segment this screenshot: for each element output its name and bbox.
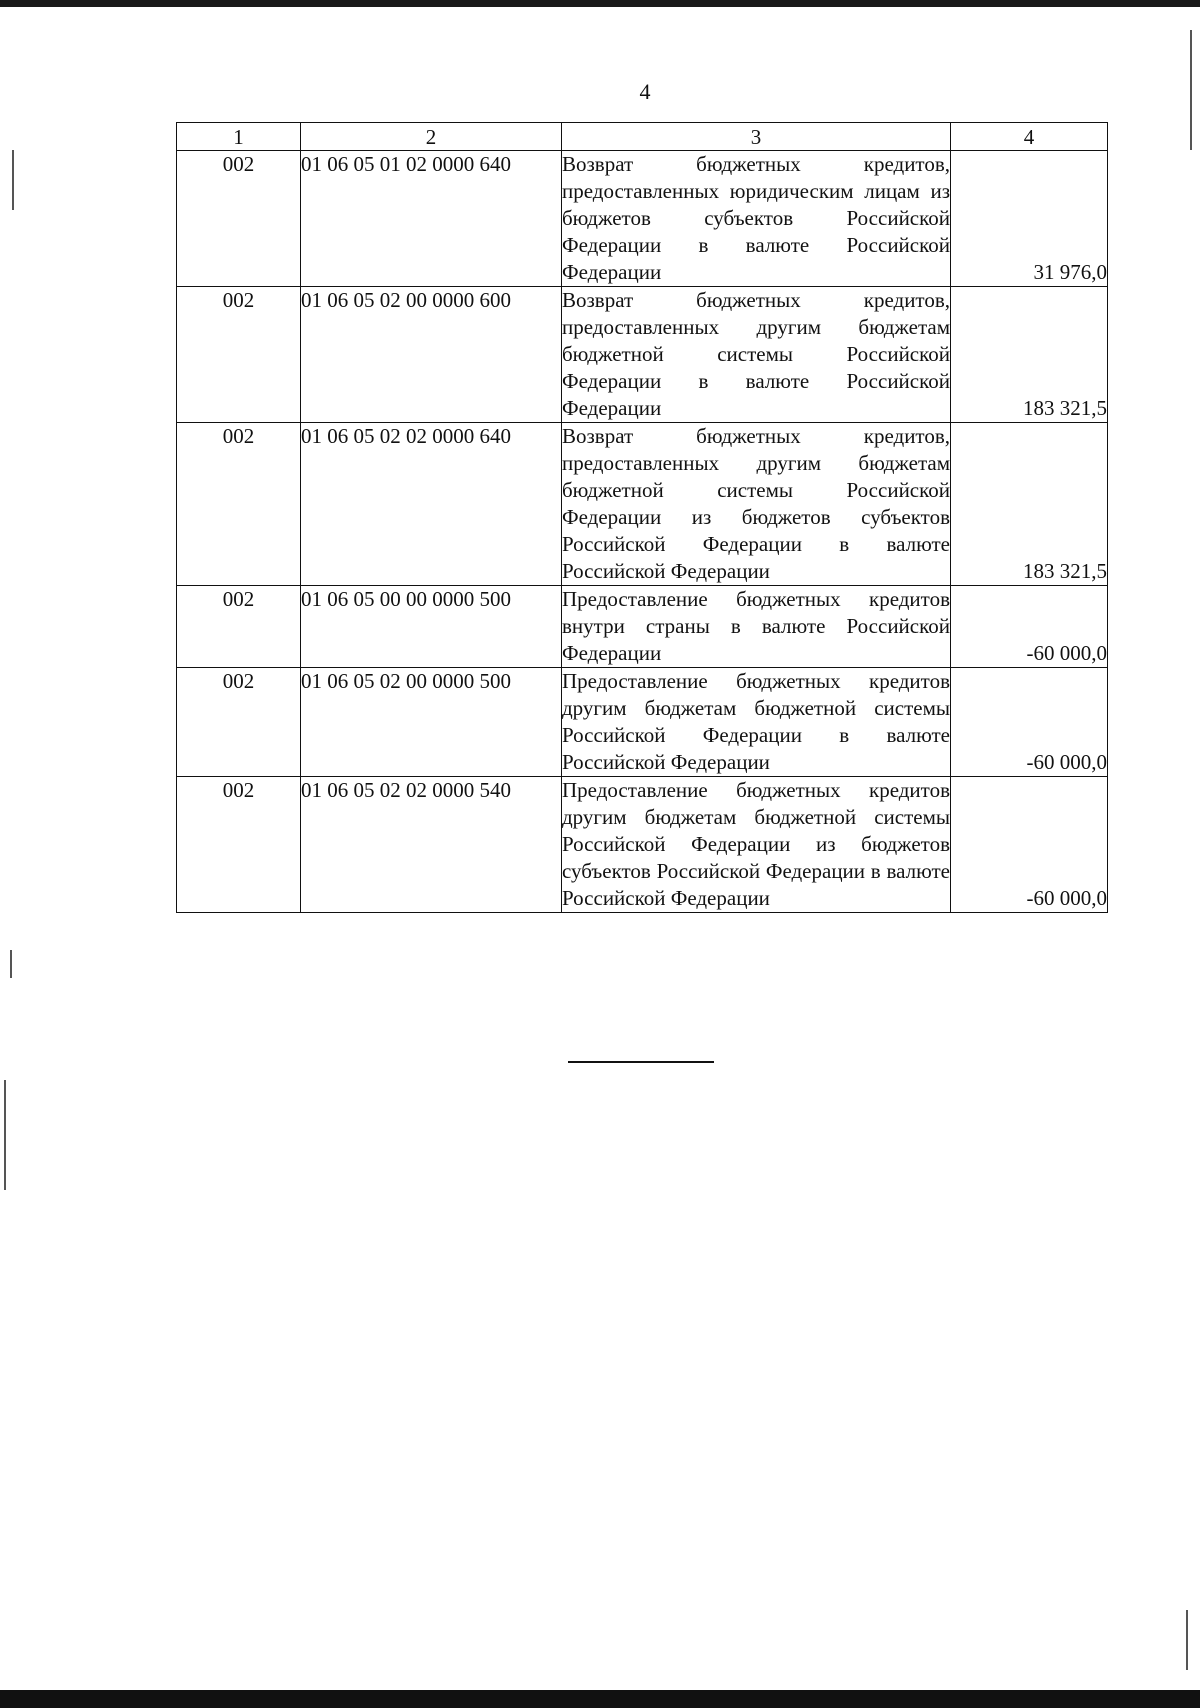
description-cell: Предоставление бюджетных кредитов другим бюджетам бюджетной системы Российской Федерации в валюте Российской Федерации — [562, 668, 951, 777]
column-header: 4 — [951, 123, 1108, 151]
table-row — [177, 777, 1108, 913]
column-header: 1 — [177, 123, 301, 151]
table-row — [177, 423, 1108, 586]
description-cell: Возврат бюджетных кредитов, предоставленных другим бюджетам бюджетной системы Российской Федерации из бюджетов субъектов Российской Федерации в валюте Российской Федерации — [562, 423, 951, 586]
table-row — [177, 586, 1108, 668]
column-header: 3 — [562, 123, 951, 151]
closing-rule — [568, 1061, 714, 1063]
description-cell: Возврат бюджетных кредитов, предоставленных другим бюджетам бюджетной системы Российской Федерации в валюте Российской Федерации — [562, 287, 951, 423]
amount-cell: 183 321,5 — [951, 287, 1108, 423]
amount-cell: 183 321,5 — [951, 423, 1108, 586]
admin-code-cell: 002 — [177, 668, 301, 777]
scan-mark — [4, 1080, 6, 1190]
budget-table — [176, 122, 1108, 913]
amount-cell: -60 000,0 — [951, 668, 1108, 777]
amount-cell: -60 000,0 — [951, 777, 1108, 913]
amount-cell: 31 976,0 — [951, 151, 1108, 287]
description-cell: Предоставление бюджетных кредитов внутри страны в валюте Российской Федерации — [562, 586, 951, 668]
admin-code-cell: 002 — [177, 777, 301, 913]
scan-mark — [1186, 1610, 1188, 1670]
table-row — [177, 287, 1108, 423]
budget-code-cell: 01 06 05 02 02 0000 640 — [301, 423, 562, 586]
table-row — [177, 668, 1108, 777]
admin-code-cell: 002 — [177, 586, 301, 668]
scan-mark — [1190, 30, 1192, 150]
budget-code-cell: 01 06 05 02 02 0000 540 — [301, 777, 562, 913]
admin-code-cell: 002 — [177, 423, 301, 586]
budget-code-cell: 01 06 05 02 00 0000 600 — [301, 287, 562, 423]
scan-edge-top — [0, 0, 1200, 7]
budget-code-cell: 01 06 05 00 00 0000 500 — [301, 586, 562, 668]
table-header-row — [177, 123, 1108, 151]
admin-code-cell: 002 — [177, 151, 301, 287]
description-cell: Предоставление бюджетных кредитов другим бюджетам бюджетной системы Российской Федерации из бюджетов субъектов Российской Федерации в валюте Российской Федерации — [562, 777, 951, 913]
amount-cell: -60 000,0 — [951, 586, 1108, 668]
scan-mark — [10, 950, 12, 978]
table-row — [177, 151, 1108, 287]
page-number: 4 — [639, 79, 651, 104]
scan-mark — [12, 150, 14, 210]
budget-code-cell: 01 06 05 02 00 0000 500 — [301, 668, 562, 777]
column-header: 2 — [301, 123, 562, 151]
scan-edge-bottom — [0, 1690, 1200, 1708]
admin-code-cell: 002 — [177, 287, 301, 423]
description-cell: Возврат бюджетных кредитов, предоставленных юридическим лицам из бюджетов субъектов Российской Федерации в валюте Российской Федерации — [562, 151, 951, 287]
budget-code-cell: 01 06 05 01 02 0000 640 — [301, 151, 562, 287]
